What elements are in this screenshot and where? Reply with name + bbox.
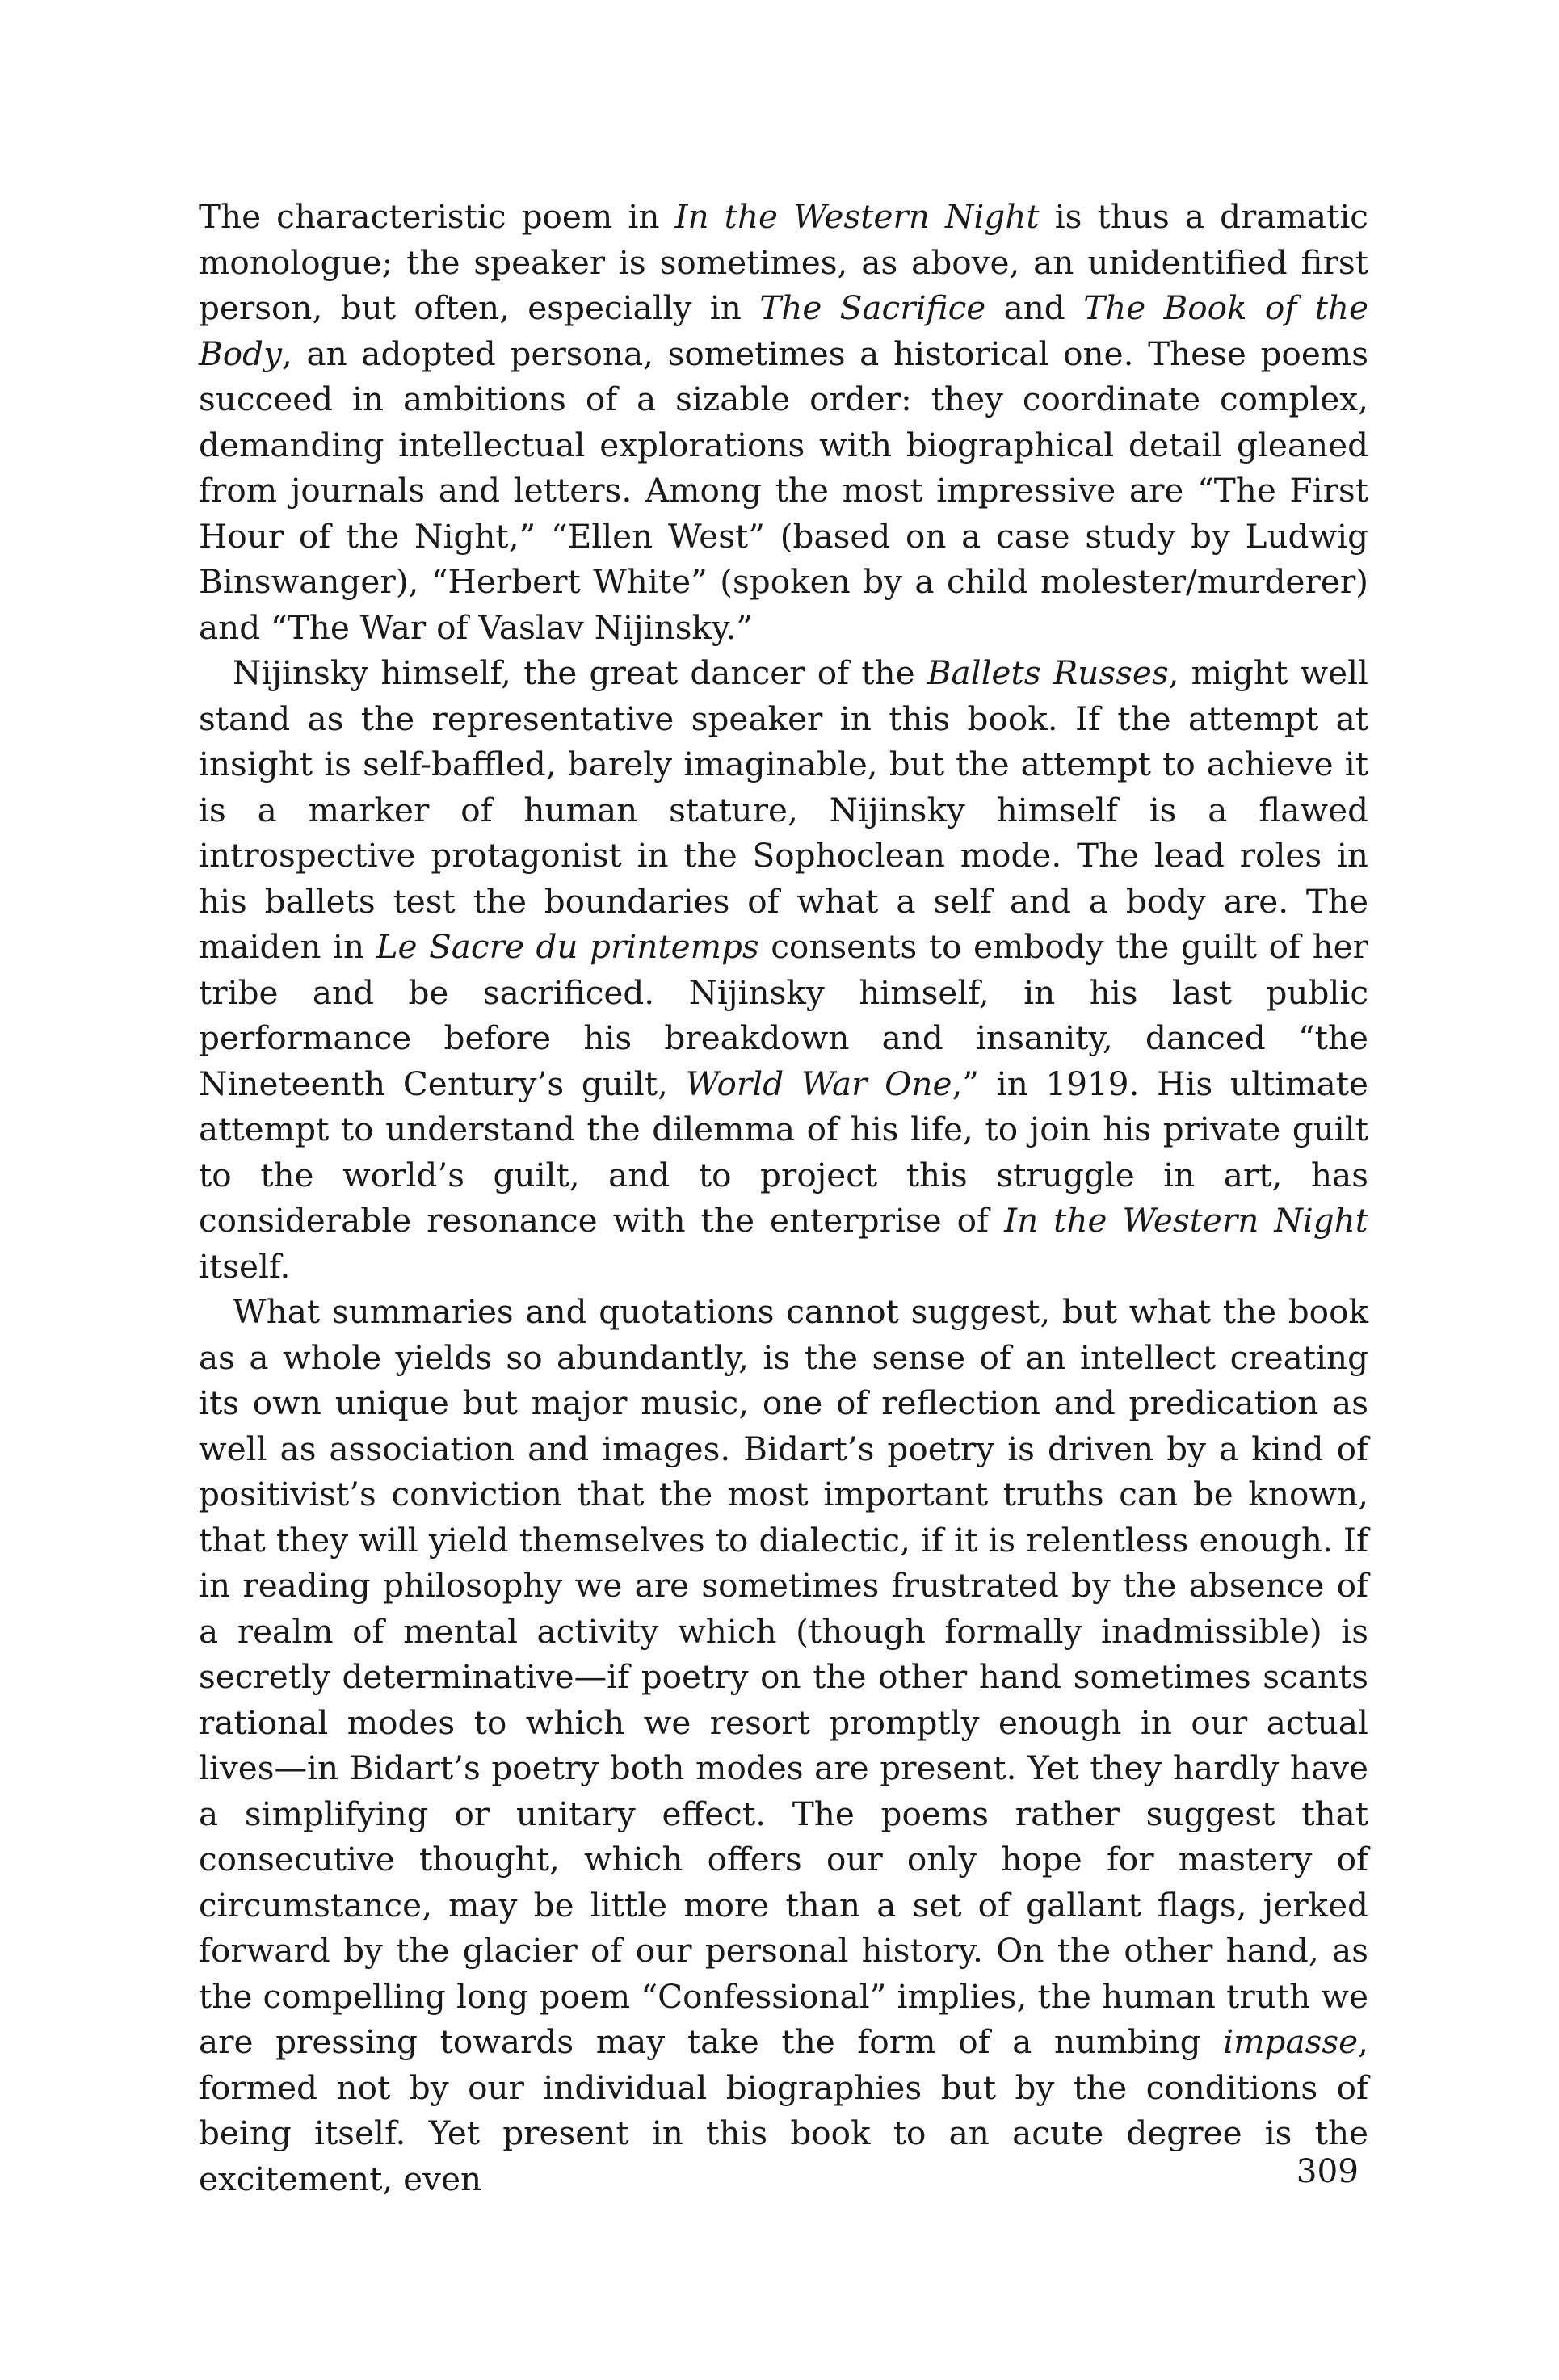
- italic-text-run: In the Western Night: [674, 197, 1040, 236]
- text-run: ,” in 1919. His ultimate attempt to understand the dilemma of his life, to join his private guilt to the world’s guilt, and to project this struggle in art, has considerable resonance with the enterprise of: [199, 1064, 1368, 1240]
- italic-text-run: World War One: [685, 1064, 952, 1103]
- text-run: , might well stand as the representative speaker in this book. If the attempt at insight is self-baffled, barely imaginable, but the attempt to achieve it is a marker of human stature, Nijinsky himself is a flawed introspective protagonist in the Sophoclean mode. The lead roles in his ballets test the boundaries of what a self and a body are. The maiden in: [199, 653, 1368, 966]
- page-body: [199, 194, 1368, 2202]
- page-number: 309: [1296, 2151, 1359, 2190]
- italic-text-run: The Book of the Body: [199, 288, 1368, 373]
- text-run: The characteristic poem in: [199, 197, 675, 236]
- paragraph-3: [199, 1289, 1368, 2202]
- text-run: , an adopted persona, sometimes a historical one. These poems succeed in ambitions of a sizable order: they coordinate complex, demanding intellectual explorations with biographical detail gleaned from journals and letters. Among the most impressive are “The First Hour of the Night,” “Ellen West” (based on a case study by Ludwig Binswanger), “Herbert White” (spoken by a child molester/murderer) and “The War of Vaslav Nijinsky.”: [199, 334, 1368, 647]
- paragraph-2: [199, 650, 1368, 1289]
- text-run: , formed not by our individual biographies but by the conditions of being itself. Yet present in this book to an acute degree is the excitement, even: [199, 2022, 1368, 2198]
- italic-text-run: Ballets Russes: [927, 653, 1169, 692]
- text-run: itself.: [199, 1246, 291, 1286]
- paragraph-1: [199, 194, 1368, 650]
- italic-text-run: impasse: [1223, 2022, 1359, 2061]
- italic-text-run: In the Western Night: [1004, 1201, 1369, 1240]
- italic-text-run: Le Sacre du printemps: [376, 927, 759, 966]
- text-run: is thus a dramatic monologue; the speaker is sometimes, as above, an unidentified first person, but often, especially in: [199, 197, 1368, 327]
- text-run: What summaries and quotations cannot suggest, but what the book as a whole yields so abundantly, is the sense of an intellect creating its own unique but major music, one of reflection and predication as well as association and images. Bidart’s poetry is driven by a kind of positivist’s conviction that the most important truths can be known, that they will yield themselves to dialectic, if it is relentless enough. If in reading philosophy we are sometimes frustrated by the absence of a realm of mental activity which (though formally inadmissible) is secretly determinative—if poetry on the other hand sometimes scants rational modes to which we resort promptly enough in our actual lives—in Bidart’s poetry both modes are present. Yet they hardly have a simplifying or unitary effect. The poems rather suggest that consecutive thought, which offers our only hope for mastery of circumstance, may be little more than a set of gallant flags, jerked forward by the glacier of our personal history. On the other hand, as the compelling long poem “Confessional” implies, the human truth we are pressing towards may take the form of a numbing: [199, 1292, 1368, 2061]
- text-run: and: [985, 288, 1084, 327]
- italic-text-run: The Sacrifice: [759, 288, 986, 327]
- text-run: consents to embody the guilt of her tribe and be sacrificed. Nijinsky himself, in his last public performance before his breakdown and insanity, danced “the Nineteenth Century’s guilt,: [199, 927, 1369, 1103]
- text-run: Nijinsky himself, the great dancer of the: [233, 653, 927, 692]
